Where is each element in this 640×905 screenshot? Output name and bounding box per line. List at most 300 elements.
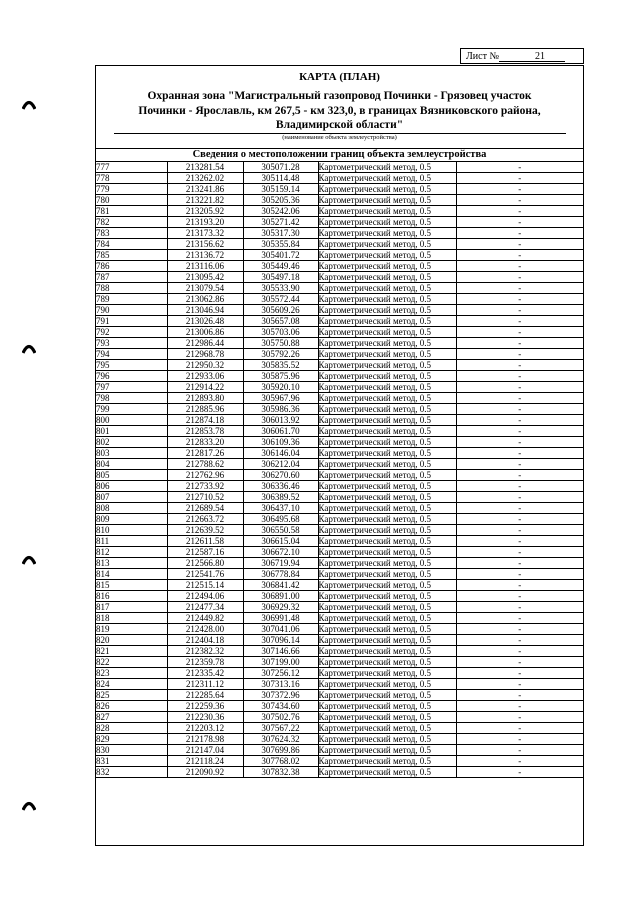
note-cell: -	[456, 514, 583, 525]
point-number-cell: 818	[96, 613, 167, 624]
table-row	[96, 415, 583, 426]
point-number-cell: 787	[96, 272, 167, 283]
y-coordinate-cell: 306013.92	[243, 415, 318, 426]
table-row	[96, 525, 583, 536]
coordinates-table-body	[96, 162, 583, 778]
method-cell: Картометрический метод, 0.5	[318, 173, 456, 184]
table-row	[96, 701, 583, 712]
point-number-cell: 805	[96, 470, 167, 481]
point-number-cell: 824	[96, 679, 167, 690]
y-coordinate-cell: 305205.36	[243, 195, 318, 206]
method-cell: Картометрический метод, 0.5	[318, 228, 456, 239]
method-cell: Картометрический метод, 0.5	[318, 360, 456, 371]
point-number-cell: 808	[96, 503, 167, 514]
x-coordinate-cell: 212541.76	[167, 569, 243, 580]
y-coordinate-cell: 305317.30	[243, 228, 318, 239]
y-coordinate-cell: 307502.76	[243, 712, 318, 723]
note-cell: -	[456, 283, 583, 294]
x-coordinate-cell: 212118.24	[167, 756, 243, 767]
method-cell: Картометрический метод, 0.5	[318, 250, 456, 261]
note-cell: -	[456, 261, 583, 272]
point-number-cell: 802	[96, 437, 167, 448]
method-cell: Картометрический метод, 0.5	[318, 338, 456, 349]
x-coordinate-cell: 212359.78	[167, 657, 243, 668]
method-cell: Картометрический метод, 0.5	[318, 690, 456, 701]
point-number-cell: 809	[96, 514, 167, 525]
y-coordinate-cell: 305401.72	[243, 250, 318, 261]
y-coordinate-cell: 305967.96	[243, 393, 318, 404]
table-row	[96, 514, 583, 525]
x-coordinate-cell: 212874.18	[167, 415, 243, 426]
table-row	[96, 448, 583, 459]
method-cell: Картометрический метод, 0.5	[318, 723, 456, 734]
x-coordinate-cell: 212477.34	[167, 602, 243, 613]
y-coordinate-cell: 306991.48	[243, 613, 318, 624]
y-coordinate-cell: 307256.12	[243, 668, 318, 679]
x-coordinate-cell: 212587.16	[167, 547, 243, 558]
point-number-cell: 785	[96, 250, 167, 261]
method-cell: Картометрический метод, 0.5	[318, 327, 456, 338]
method-cell: Картометрический метод, 0.5	[318, 316, 456, 327]
point-number-cell: 783	[96, 228, 167, 239]
note-cell: -	[456, 349, 583, 360]
point-number-cell: 801	[96, 426, 167, 437]
point-number-cell: 830	[96, 745, 167, 756]
sheet-label: Лист №	[466, 51, 499, 62]
x-coordinate-cell: 213262.02	[167, 173, 243, 184]
x-coordinate-cell: 212494.06	[167, 591, 243, 602]
y-coordinate-cell: 305449.46	[243, 261, 318, 272]
method-cell: Картометрический метод, 0.5	[318, 195, 456, 206]
note-cell: -	[456, 679, 583, 690]
method-cell: Картометрический метод, 0.5	[318, 602, 456, 613]
x-coordinate-cell: 212404.18	[167, 635, 243, 646]
point-number-cell: 819	[96, 624, 167, 635]
method-cell: Картометрический метод, 0.5	[318, 547, 456, 558]
point-number-cell: 810	[96, 525, 167, 536]
point-number-cell: 825	[96, 690, 167, 701]
x-coordinate-cell: 212259.36	[167, 701, 243, 712]
table-row	[96, 646, 583, 657]
y-coordinate-cell: 307199.00	[243, 657, 318, 668]
table-row	[96, 679, 583, 690]
method-cell: Картометрический метод, 0.5	[318, 701, 456, 712]
section-heading: Сведения о местоположении границ объекта землеустройства	[96, 148, 583, 161]
method-cell: Картометрический метод, 0.5	[318, 745, 456, 756]
point-number-cell: 803	[96, 448, 167, 459]
note-cell: -	[456, 459, 583, 470]
table-row	[96, 481, 583, 492]
table-row	[96, 283, 583, 294]
note-cell: -	[456, 448, 583, 459]
x-coordinate-cell: 213241.86	[167, 184, 243, 195]
table-row	[96, 470, 583, 481]
point-number-cell: 796	[96, 371, 167, 382]
table-row	[96, 250, 583, 261]
x-coordinate-cell: 212611.58	[167, 536, 243, 547]
x-coordinate-cell: 212639.52	[167, 525, 243, 536]
y-coordinate-cell: 305114.48	[243, 173, 318, 184]
y-coordinate-cell: 305609.26	[243, 305, 318, 316]
note-cell: -	[456, 613, 583, 624]
x-coordinate-cell: 213281.54	[167, 162, 243, 173]
point-number-cell: 821	[96, 646, 167, 657]
table-row	[96, 173, 583, 184]
coordinates-table	[96, 161, 583, 778]
x-coordinate-cell: 212689.54	[167, 503, 243, 514]
note-cell: -	[456, 690, 583, 701]
method-cell: Картометрический метод, 0.5	[318, 624, 456, 635]
sheet-number: 21	[535, 51, 545, 62]
y-coordinate-cell: 306146.04	[243, 448, 318, 459]
note-cell: -	[456, 536, 583, 547]
point-number-cell: 782	[96, 217, 167, 228]
x-coordinate-cell: 213173.32	[167, 228, 243, 239]
method-cell: Картометрический метод, 0.5	[318, 591, 456, 602]
note-cell: -	[456, 745, 583, 756]
note-cell: -	[456, 415, 583, 426]
point-number-cell: 807	[96, 492, 167, 503]
note-cell: -	[456, 184, 583, 195]
method-cell: Картометрический метод, 0.5	[318, 283, 456, 294]
point-number-cell: 831	[96, 756, 167, 767]
method-cell: Картометрический метод, 0.5	[318, 503, 456, 514]
x-coordinate-cell: 213156.62	[167, 239, 243, 250]
table-row	[96, 217, 583, 228]
table-row	[96, 206, 583, 217]
method-cell: Картометрический метод, 0.5	[318, 580, 456, 591]
table-row	[96, 756, 583, 767]
table-row	[96, 327, 583, 338]
table-row	[96, 426, 583, 437]
y-coordinate-cell: 307146.66	[243, 646, 318, 657]
point-number-cell: 806	[96, 481, 167, 492]
x-coordinate-cell: 212285.64	[167, 690, 243, 701]
note-cell: -	[456, 371, 583, 382]
note-cell: -	[456, 316, 583, 327]
x-coordinate-cell: 212914.22	[167, 382, 243, 393]
x-coordinate-cell: 213006.86	[167, 327, 243, 338]
point-number-cell: 795	[96, 360, 167, 371]
method-cell: Картометрический метод, 0.5	[318, 459, 456, 470]
note-cell: -	[456, 239, 583, 250]
point-number-cell: 781	[96, 206, 167, 217]
method-cell: Картометрический метод, 0.5	[318, 734, 456, 745]
note-cell: -	[456, 404, 583, 415]
x-coordinate-cell: 212950.32	[167, 360, 243, 371]
table-row	[96, 195, 583, 206]
method-cell: Картометрический метод, 0.5	[318, 657, 456, 668]
x-coordinate-cell: 212893.80	[167, 393, 243, 404]
method-cell: Картометрический метод, 0.5	[318, 558, 456, 569]
y-coordinate-cell: 307768.02	[243, 756, 318, 767]
method-cell: Картометрический метод, 0.5	[318, 492, 456, 503]
note-cell: -	[456, 558, 583, 569]
y-coordinate-cell: 306389.52	[243, 492, 318, 503]
method-cell: Картометрический метод, 0.5	[318, 162, 456, 173]
x-coordinate-cell: 212090.92	[167, 767, 243, 778]
point-number-cell: 826	[96, 701, 167, 712]
point-number-cell: 797	[96, 382, 167, 393]
table-row	[96, 459, 583, 470]
point-number-cell: 829	[96, 734, 167, 745]
y-coordinate-cell: 307372.96	[243, 690, 318, 701]
y-coordinate-cell: 306778.84	[243, 569, 318, 580]
table-row	[96, 723, 583, 734]
y-coordinate-cell: 306672.10	[243, 547, 318, 558]
x-coordinate-cell: 212382.32	[167, 646, 243, 657]
y-coordinate-cell: 305271.42	[243, 217, 318, 228]
table-row	[96, 657, 583, 668]
method-cell: Картометрический метод, 0.5	[318, 415, 456, 426]
point-number-cell: 816	[96, 591, 167, 602]
note-cell: -	[456, 547, 583, 558]
table-row	[96, 602, 583, 613]
note-cell: -	[456, 756, 583, 767]
point-number-cell: 784	[96, 239, 167, 250]
y-coordinate-cell: 307832.38	[243, 767, 318, 778]
y-coordinate-cell: 306212.04	[243, 459, 318, 470]
y-coordinate-cell: 305875.96	[243, 371, 318, 382]
x-coordinate-cell: 213062.86	[167, 294, 243, 305]
note-cell: -	[456, 327, 583, 338]
y-coordinate-cell: 306270.60	[243, 470, 318, 481]
note-cell: -	[456, 602, 583, 613]
note-cell: -	[456, 173, 583, 184]
method-cell: Картометрический метод, 0.5	[318, 448, 456, 459]
table-row	[96, 349, 583, 360]
y-coordinate-cell: 307699.86	[243, 745, 318, 756]
method-cell: Картометрический метод, 0.5	[318, 305, 456, 316]
note-cell: -	[456, 206, 583, 217]
note-cell: -	[456, 734, 583, 745]
point-number-cell: 817	[96, 602, 167, 613]
page-title: КАРТА (ПЛАН)	[299, 71, 380, 83]
x-coordinate-cell: 212817.26	[167, 448, 243, 459]
y-coordinate-cell: 306336.46	[243, 481, 318, 492]
y-coordinate-cell: 305242.06	[243, 206, 318, 217]
method-cell: Картометрический метод, 0.5	[318, 481, 456, 492]
sheet-underline	[499, 61, 565, 62]
point-number-cell: 786	[96, 261, 167, 272]
note-cell: -	[456, 426, 583, 437]
y-coordinate-cell: 307567.22	[243, 723, 318, 734]
header-block	[96, 66, 583, 147]
note-cell: -	[456, 668, 583, 679]
note-cell: -	[456, 217, 583, 228]
method-cell: Картометрический метод, 0.5	[318, 272, 456, 283]
y-coordinate-cell: 306437.10	[243, 503, 318, 514]
x-coordinate-cell: 213026.48	[167, 316, 243, 327]
y-coordinate-cell: 306061.70	[243, 426, 318, 437]
point-number-cell: 820	[96, 635, 167, 646]
y-coordinate-cell: 306719.94	[243, 558, 318, 569]
y-coordinate-cell: 305572.44	[243, 294, 318, 305]
y-coordinate-cell: 305703.06	[243, 327, 318, 338]
note-cell: -	[456, 767, 583, 778]
y-coordinate-cell: 306891.00	[243, 591, 318, 602]
point-number-cell: 793	[96, 338, 167, 349]
note-cell: -	[456, 503, 583, 514]
method-cell: Картометрический метод, 0.5	[318, 294, 456, 305]
table-row	[96, 635, 583, 646]
table-row	[96, 613, 583, 624]
table-row	[96, 404, 583, 415]
x-coordinate-cell: 212335.42	[167, 668, 243, 679]
point-number-cell: 778	[96, 173, 167, 184]
object-name-line-2: Починки - Ярославль, км 267,5 - км 323,0, в границах Вязниковского района,	[138, 104, 541, 117]
point-number-cell: 780	[96, 195, 167, 206]
x-coordinate-cell: 212762.96	[167, 470, 243, 481]
table-row	[96, 338, 583, 349]
y-coordinate-cell: 305986.36	[243, 404, 318, 415]
table-row	[96, 272, 583, 283]
x-coordinate-cell: 213116.06	[167, 261, 243, 272]
x-coordinate-cell: 212986.44	[167, 338, 243, 349]
x-coordinate-cell: 212147.04	[167, 745, 243, 756]
point-number-cell: 823	[96, 668, 167, 679]
note-cell: -	[456, 701, 583, 712]
note-cell: -	[456, 338, 583, 349]
table-row	[96, 371, 583, 382]
method-cell: Картометрический метод, 0.5	[318, 569, 456, 580]
x-coordinate-cell: 212449.82	[167, 613, 243, 624]
method-cell: Картометрический метод, 0.5	[318, 767, 456, 778]
table-row	[96, 503, 583, 514]
x-coordinate-cell: 213193.20	[167, 217, 243, 228]
method-cell: Картометрический метод, 0.5	[318, 679, 456, 690]
x-coordinate-cell: 213046.94	[167, 305, 243, 316]
table-row	[96, 580, 583, 591]
point-number-cell: 799	[96, 404, 167, 415]
method-cell: Картометрический метод, 0.5	[318, 261, 456, 272]
y-coordinate-cell: 305792.26	[243, 349, 318, 360]
point-number-cell: 790	[96, 305, 167, 316]
method-cell: Картометрический метод, 0.5	[318, 217, 456, 228]
method-cell: Картометрический метод, 0.5	[318, 349, 456, 360]
method-cell: Картометрический метод, 0.5	[318, 536, 456, 547]
x-coordinate-cell: 212710.52	[167, 492, 243, 503]
note-cell: -	[456, 635, 583, 646]
table-row	[96, 492, 583, 503]
binder-hole-mark	[22, 553, 36, 565]
point-number-cell: 812	[96, 547, 167, 558]
table-row	[96, 624, 583, 635]
method-cell: Картометрический метод, 0.5	[318, 437, 456, 448]
note-cell: -	[456, 492, 583, 503]
x-coordinate-cell: 212178.98	[167, 734, 243, 745]
y-coordinate-cell: 307041.06	[243, 624, 318, 635]
y-coordinate-cell: 306841.42	[243, 580, 318, 591]
x-coordinate-cell: 212428.00	[167, 624, 243, 635]
point-number-cell: 828	[96, 723, 167, 734]
method-cell: Картометрический метод, 0.5	[318, 206, 456, 217]
object-name-line-3: Владимирской области"	[275, 119, 404, 131]
y-coordinate-cell: 307434.60	[243, 701, 318, 712]
table-row	[96, 536, 583, 547]
x-coordinate-cell: 212515.14	[167, 580, 243, 591]
y-coordinate-cell: 305533.90	[243, 283, 318, 294]
binder-hole-mark	[22, 799, 36, 811]
method-cell: Картометрический метод, 0.5	[318, 613, 456, 624]
point-number-cell: 789	[96, 294, 167, 305]
sheet-number-box	[460, 48, 584, 64]
note-cell: -	[456, 272, 583, 283]
y-coordinate-cell: 305750.88	[243, 338, 318, 349]
table-row	[96, 591, 583, 602]
point-number-cell: 815	[96, 580, 167, 591]
method-cell: Картометрический метод, 0.5	[318, 184, 456, 195]
y-coordinate-cell: 306550.58	[243, 525, 318, 536]
note-cell: -	[456, 525, 583, 536]
binder-hole-mark	[22, 342, 36, 354]
method-cell: Картометрический метод, 0.5	[318, 756, 456, 767]
y-coordinate-cell: 305497.18	[243, 272, 318, 283]
point-number-cell: 794	[96, 349, 167, 360]
y-coordinate-cell: 305835.52	[243, 360, 318, 371]
y-coordinate-cell: 307624.32	[243, 734, 318, 745]
table-row	[96, 360, 583, 371]
y-coordinate-cell: 305920.10	[243, 382, 318, 393]
y-coordinate-cell: 307096.14	[243, 635, 318, 646]
table-row	[96, 547, 583, 558]
table-row	[96, 228, 583, 239]
note-cell: -	[456, 382, 583, 393]
table-row	[96, 767, 583, 778]
method-cell: Картометрический метод, 0.5	[318, 635, 456, 646]
method-cell: Картометрический метод, 0.5	[318, 426, 456, 437]
x-coordinate-cell: 212968.78	[167, 349, 243, 360]
method-cell: Картометрический метод, 0.5	[318, 239, 456, 250]
table-row	[96, 745, 583, 756]
x-coordinate-cell: 213205.92	[167, 206, 243, 217]
point-number-cell: 800	[96, 415, 167, 426]
note-cell: -	[456, 569, 583, 580]
x-coordinate-cell: 213221.82	[167, 195, 243, 206]
y-coordinate-cell: 305657.08	[243, 316, 318, 327]
x-coordinate-cell: 212311.12	[167, 679, 243, 690]
table-row	[96, 162, 583, 173]
point-number-cell: 822	[96, 657, 167, 668]
note-cell: -	[456, 591, 583, 602]
point-number-cell: 792	[96, 327, 167, 338]
note-cell: -	[456, 657, 583, 668]
table-row	[96, 294, 583, 305]
y-coordinate-cell: 306615.04	[243, 536, 318, 547]
table-row	[96, 558, 583, 569]
table-row	[96, 690, 583, 701]
point-number-cell: 791	[96, 316, 167, 327]
note-cell: -	[456, 162, 583, 173]
x-coordinate-cell: 212230.36	[167, 712, 243, 723]
table-row	[96, 437, 583, 448]
note-cell: -	[456, 360, 583, 371]
method-cell: Картометрический метод, 0.5	[318, 712, 456, 723]
point-number-cell: 827	[96, 712, 167, 723]
method-cell: Картометрический метод, 0.5	[318, 382, 456, 393]
point-number-cell: 811	[96, 536, 167, 547]
x-coordinate-cell: 212885.96	[167, 404, 243, 415]
table-row	[96, 712, 583, 723]
note-cell: -	[456, 294, 583, 305]
x-coordinate-cell: 212566.80	[167, 558, 243, 569]
y-coordinate-cell: 306109.36	[243, 437, 318, 448]
table-row	[96, 239, 583, 250]
note-cell: -	[456, 228, 583, 239]
point-number-cell: 832	[96, 767, 167, 778]
method-cell: Картометрический метод, 0.5	[318, 371, 456, 382]
method-cell: Картометрический метод, 0.5	[318, 525, 456, 536]
